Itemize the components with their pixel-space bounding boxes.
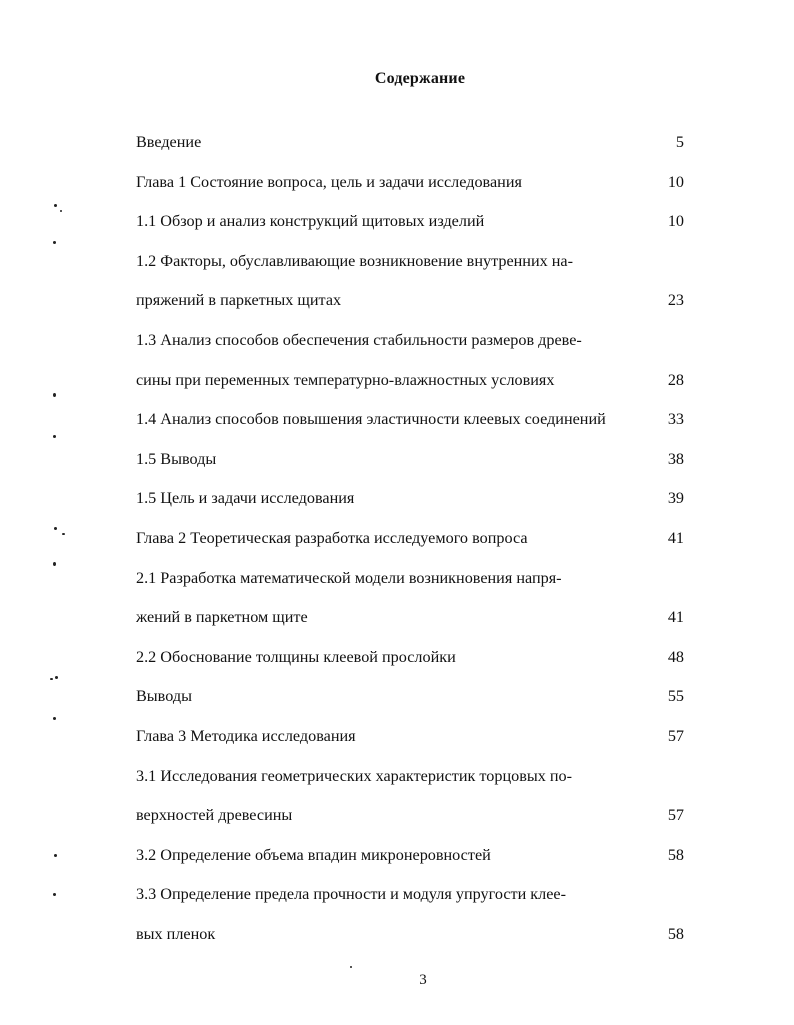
scan-speck <box>62 533 65 535</box>
toc-entry-text: 3.1 Исследования геометрических характеристик торцовых по- <box>136 766 573 785</box>
page-title: Содержание <box>374 70 466 87</box>
page-number: 3 <box>419 972 427 988</box>
toc-entry-page: 58 <box>667 924 684 943</box>
toc-entry-page: 23 <box>667 291 684 310</box>
toc-entry-page: 33 <box>667 410 684 429</box>
scan-speck <box>55 676 58 679</box>
toc-entry-text: сины при переменных температурно-влажностных условиях <box>136 370 555 389</box>
toc-entry <box>136 604 686 644</box>
toc-entry-text: Глава 3 Методика исследования <box>136 726 356 745</box>
toc-entry <box>136 287 686 327</box>
toc-entry-text: 2.1 Разработка математической модели возникновения напря- <box>136 568 562 587</box>
toc-entry-page: 41 <box>667 528 684 547</box>
toc-entry <box>136 802 686 842</box>
toc-entry-text: 3.2 Определение объема впадин микронеровностей <box>136 845 491 864</box>
toc-entry-text: пряжений в паркетных щитах <box>136 291 342 310</box>
toc-entry <box>136 723 686 763</box>
toc-entry-text: 1.5 Цель и задачи исследования <box>136 489 355 508</box>
toc-entry <box>136 525 686 565</box>
toc-entry <box>136 169 686 209</box>
toc-entry-page: 38 <box>667 449 684 468</box>
toc-entry <box>136 763 686 803</box>
toc-entry <box>136 565 686 605</box>
toc-entry <box>136 485 686 525</box>
scan-speck <box>54 527 57 530</box>
toc-entry-page: 57 <box>667 806 684 825</box>
scan-speck <box>50 678 53 680</box>
scan-speck <box>53 717 56 720</box>
toc-entry <box>136 406 686 446</box>
toc-entry <box>136 248 686 288</box>
toc-entry-text: Выводы <box>136 687 192 706</box>
toc-entry-text: 1.3 Анализ способов обеспечения стабильности размеров древе- <box>136 330 582 349</box>
toc-entry-page: 10 <box>667 212 684 231</box>
toc-entry <box>136 644 686 684</box>
toc-entry-text: жений в паркетном щите <box>136 608 308 627</box>
toc-entry <box>136 683 686 723</box>
toc-entry-text: верхностей древесины <box>136 806 293 825</box>
toc-entry-page: 57 <box>667 726 684 745</box>
toc-entry <box>136 208 686 248</box>
toc-entry-page: 5 <box>675 133 684 151</box>
toc-entry-text: 1.1 Обзор и анализ конструкций щитовых изделий <box>136 212 485 231</box>
toc-entry-page: 28 <box>667 370 684 389</box>
scan-speck <box>54 854 57 857</box>
toc-entry-page: 48 <box>667 647 684 666</box>
toc-entry-page: 58 <box>667 845 684 864</box>
scan-speck <box>54 204 57 207</box>
scan-speck <box>53 562 56 566</box>
toc-entry <box>136 367 686 407</box>
toc-entry <box>136 921 686 961</box>
toc-entry-page: 41 <box>667 608 684 627</box>
toc-entry-text: Глава 2 Теоретическая разработка исследуемого вопроса <box>136 528 528 547</box>
scan-speck <box>53 393 56 397</box>
table-of-contents <box>136 129 686 960</box>
scan-speck <box>53 241 56 244</box>
toc-entry-text: Глава 1 Состояние вопроса, цель и задачи исследования <box>136 172 522 191</box>
toc-entry <box>136 129 686 169</box>
toc-entry-page: 39 <box>667 489 684 508</box>
scan-speck <box>350 966 352 968</box>
toc-entry-text: 2.2 Обоснование толщины клеевой прослойки <box>136 647 456 666</box>
scan-speck <box>60 210 62 212</box>
toc-entry-text: 1.4 Анализ способов повышения эластичности клеевых соединений <box>136 410 606 429</box>
toc-entry <box>136 881 686 921</box>
toc-entry-text: 3.3 Определение предела прочности и модуля упругости клее- <box>136 885 567 904</box>
toc-entry <box>136 842 686 882</box>
toc-entry-text: вых пленок <box>136 924 216 943</box>
toc-entry-text: 1.2 Факторы, обуславливающие возникновение внутренних на- <box>136 251 573 270</box>
toc-entry-page: 55 <box>667 687 684 706</box>
toc-entry <box>136 327 686 367</box>
toc-entry-text: Введение <box>136 133 202 151</box>
toc-entry-page: 10 <box>667 172 684 191</box>
scan-speck <box>53 435 56 438</box>
toc-entry-text: 1.5 Выводы <box>136 449 217 468</box>
toc-entry <box>136 446 686 486</box>
scan-speck <box>53 893 56 896</box>
